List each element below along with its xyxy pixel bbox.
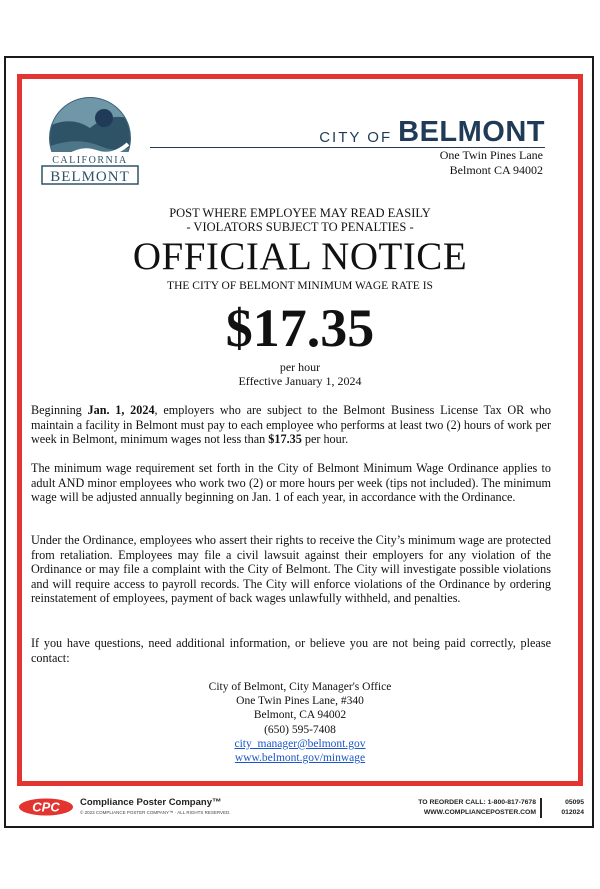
paragraph-questions: If you have questions, need additional information, or believe you are not being paid correctly, please contact:	[31, 636, 551, 665]
reorder-site: WWW.COMPLIANCEPOSTER.COM	[423, 809, 536, 816]
company-name: Compliance Poster Company™	[80, 797, 222, 808]
effective-date: Effective January 1, 2024	[238, 374, 362, 388]
city-name: BELMONT	[398, 116, 545, 148]
cpc-logo	[18, 798, 74, 816]
logo-bottom-text: BELMONT	[50, 169, 130, 185]
reorder-info	[318, 798, 536, 818]
contact-phone: (650) 595-7408	[264, 723, 336, 736]
p1-text-c: per hour.	[301, 432, 349, 447]
poster-codes	[546, 798, 584, 818]
p1-text-a: Beginning	[31, 403, 88, 417]
contact-city: Belmont, CA 94002	[253, 709, 347, 722]
city-title-line	[150, 118, 545, 148]
paragraph-retaliation: Under the Ordinance, employees who assert their rights to receive the City’s minimum wage are protected from retaliation. Employees may file a civil lawsuit against their employers for any violation of the Ordinance or may file a complaint with the City of Belmont. The City will investigate possible violations and will require access to payroll records. The City will enforce violations of the Ordinance by ordering reinstatement of employees, payment of back wages unlawfully withheld, and penalties.	[31, 533, 551, 606]
wage-amount: $17.35	[225, 298, 375, 358]
poster-code-2: 012024	[561, 809, 584, 816]
city-of-label: CITY OF	[319, 129, 393, 146]
logo-top-text: CALIFORNIA	[52, 155, 128, 166]
contact-website-link[interactable]: www.belmont.gov/minwage	[234, 752, 366, 765]
header-address-line2: Belmont CA 94002	[449, 163, 543, 177]
rate-label: THE CITY OF BELMONT MINIMUM WAGE RATE IS	[167, 280, 433, 292]
contact-email-link[interactable]: city_manager@belmont.gov	[234, 737, 366, 750]
reorder-phone: TO REORDER CALL: 1-800-817-7678	[418, 799, 536, 806]
company-copyright: © 2023 COMPLIANCE POSTER COMPANY™ · ALL RIGHTS RESERVED.	[80, 810, 231, 815]
post-line-1: POST WHERE EMPLOYEE MAY READ EASILY	[169, 206, 431, 220]
cpc-mark: CPC	[32, 799, 60, 815]
city-header	[150, 118, 545, 178]
notice-title: OFFICIAL NOTICE	[132, 235, 468, 278]
belmont-seal-logo	[36, 94, 144, 186]
poster-code-1: 05095	[565, 799, 584, 806]
header-address-line1: One Twin Pines Lane	[439, 148, 543, 162]
contact-block	[30, 680, 570, 765]
post-line-2: - VIOLATORS SUBJECT TO PENALTIES -	[186, 220, 414, 234]
p1-date: Jan. 1, 2024	[87, 403, 155, 417]
paragraph-coverage	[31, 403, 551, 447]
p1-text-b: , employers who are subject to the Belmont Business License Tax OR who maintain a facility in Belmont must pay to each employee who performs at least two (2) hours of work per week in Belmont, minimum wages not less than	[31, 403, 552, 447]
contact-office: City of Belmont, City Manager's Office	[208, 681, 392, 693]
poster-footer	[18, 796, 584, 822]
contact-street: One Twin Pines Lane, #340	[236, 695, 364, 708]
posting-instructions	[30, 206, 570, 234]
footer-divider	[540, 798, 542, 818]
paragraph-requirement: The minimum wage requirement set forth in the City of Belmont Minimum Wage Ordinance applies to adult AND minor employees who work two (2) or more hours per week (tips not included). The minimum wage will be adjusted annually beginning on Jan. 1 of each year, in accordance with the Ordinance.	[31, 461, 551, 505]
per-hour-label: per hour	[279, 360, 321, 374]
p1-amount: $17.35	[268, 432, 302, 447]
